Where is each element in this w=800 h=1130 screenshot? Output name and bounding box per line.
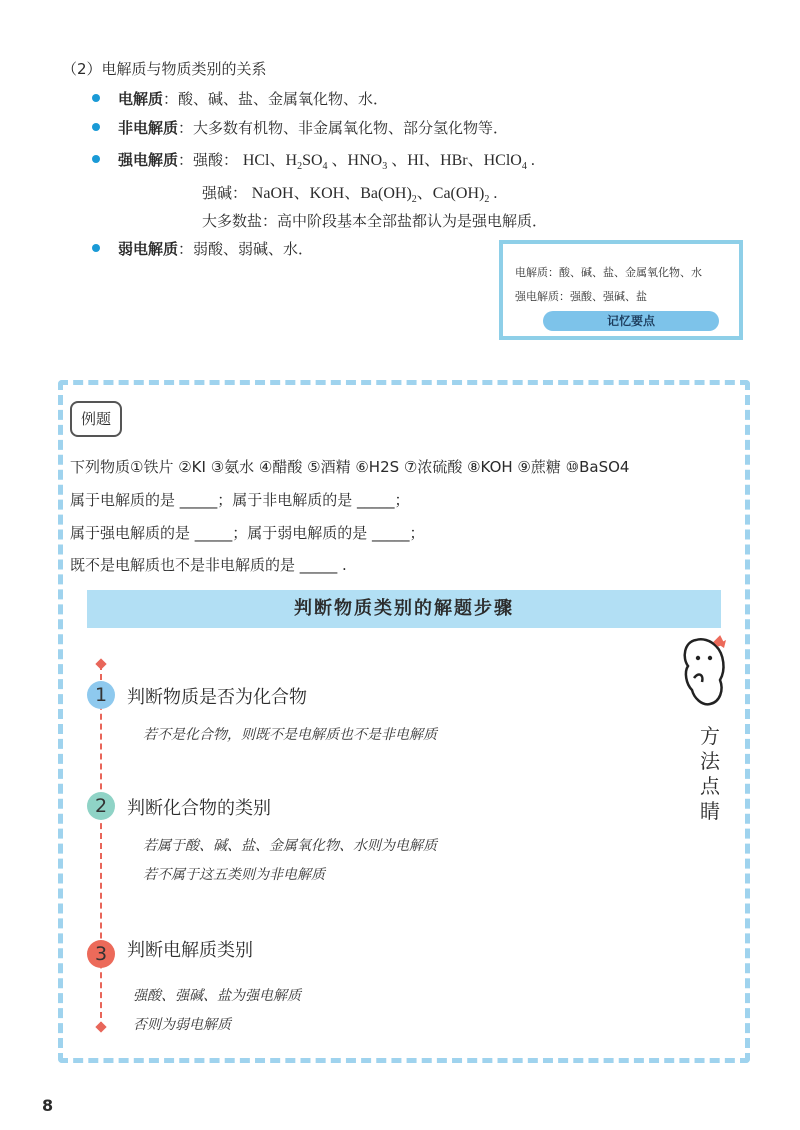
bullet-icon — [92, 244, 100, 252]
separator: ： — [178, 119, 194, 137]
example-question: 属于强电解质的是 _____；属于弱电解质的是 _____； — [70, 524, 425, 542]
page-number: 8 — [42, 1096, 54, 1115]
timeline-line — [100, 664, 102, 1028]
bullet-icon — [92, 155, 100, 163]
strong-base-formulas: NaOH、KOH、$Ba(OH)_2$、$Ca(OH)_2$ . — [251, 185, 498, 206]
term-text: 大多数有机物、非金属氧化物、部分氢化物等． — [193, 119, 509, 137]
list-item — [92, 88, 388, 109]
mascot-icon — [680, 632, 730, 712]
method-band-title: 判断物质类别的解题步骤 — [87, 590, 721, 628]
step-desc: 若属于酸、碱、盐、金属氧化物、水则为电解质 — [143, 838, 437, 854]
separator: ： — [163, 90, 179, 108]
sub-label: 强碱： — [202, 184, 248, 202]
example-question: 属于电解质的是 _____；属于非电解质的是 _____； — [70, 491, 410, 509]
term-label: 弱电解质 — [118, 240, 179, 258]
step-title: 判断电解质类别 — [127, 940, 253, 961]
step-title: 判断化合物的类别 — [127, 798, 271, 819]
term-label: 非电解质 — [118, 119, 179, 137]
list-item — [202, 210, 547, 231]
example-tag: 例题 — [70, 401, 122, 437]
bullet-icon — [92, 94, 100, 102]
separator: ： — [178, 240, 194, 258]
memo-button[interactable]: 记忆要点 — [543, 311, 719, 331]
list-item — [92, 147, 535, 172]
memo-line: 强电解质：强酸、强碱、盐 — [515, 290, 647, 303]
step-desc: 若不是化合物，则既不是电解质也不是非电解质 — [143, 727, 437, 743]
term-text: 大多数盐：高中阶段基本全部盐都认为是强电解质． — [202, 212, 548, 230]
bullet-icon — [92, 123, 100, 131]
step-number: 1 — [87, 681, 115, 709]
list-item — [202, 180, 497, 205]
memo-line: 电解质：酸、碱、盐、金属氧化物、水 — [515, 266, 702, 279]
step-desc: 否则为弱电解质 — [133, 1017, 231, 1033]
step-desc: 若不属于这五类则为非电解质 — [143, 867, 325, 883]
separator: ： — [178, 151, 194, 169]
memo-card — [499, 240, 743, 340]
step-desc: 强酸、强碱、盐为强电解质 — [133, 988, 301, 1004]
method-side-label: 方法点睛 — [700, 724, 720, 823]
step-number: 3 — [87, 940, 115, 968]
list-item — [92, 117, 508, 138]
step-title: 判断物质是否为化合物 — [127, 687, 307, 708]
list-item — [92, 238, 313, 259]
term-label: 电解质 — [118, 90, 164, 108]
term-text: 弱酸、弱碱、水． — [193, 240, 314, 258]
term-label: 强电解质 — [118, 151, 179, 169]
term-text: 酸、碱、盐、金属氧化物、水． — [178, 90, 389, 108]
example-question: 既不是电解质也不是非电解质的是 _____ . — [70, 556, 347, 574]
example-question: 下列物质①铁片 ②KI ③氨水 ④醋酸 ⑤酒精 ⑥H2S ⑦浓硫酸 ⑧KOH ⑨蔗糖 ⑩BaSO4 — [70, 458, 630, 476]
section-title: （2）电解质与物质类别的关系 — [62, 60, 267, 78]
strong-acid-formulas: HCl、$H_2SO_4$ 、$HNO_3$ 、HI、HBr、HClO$_4$ . — [242, 152, 535, 173]
step-number: 2 — [87, 792, 115, 820]
sub-label: 强酸： — [193, 151, 239, 169]
